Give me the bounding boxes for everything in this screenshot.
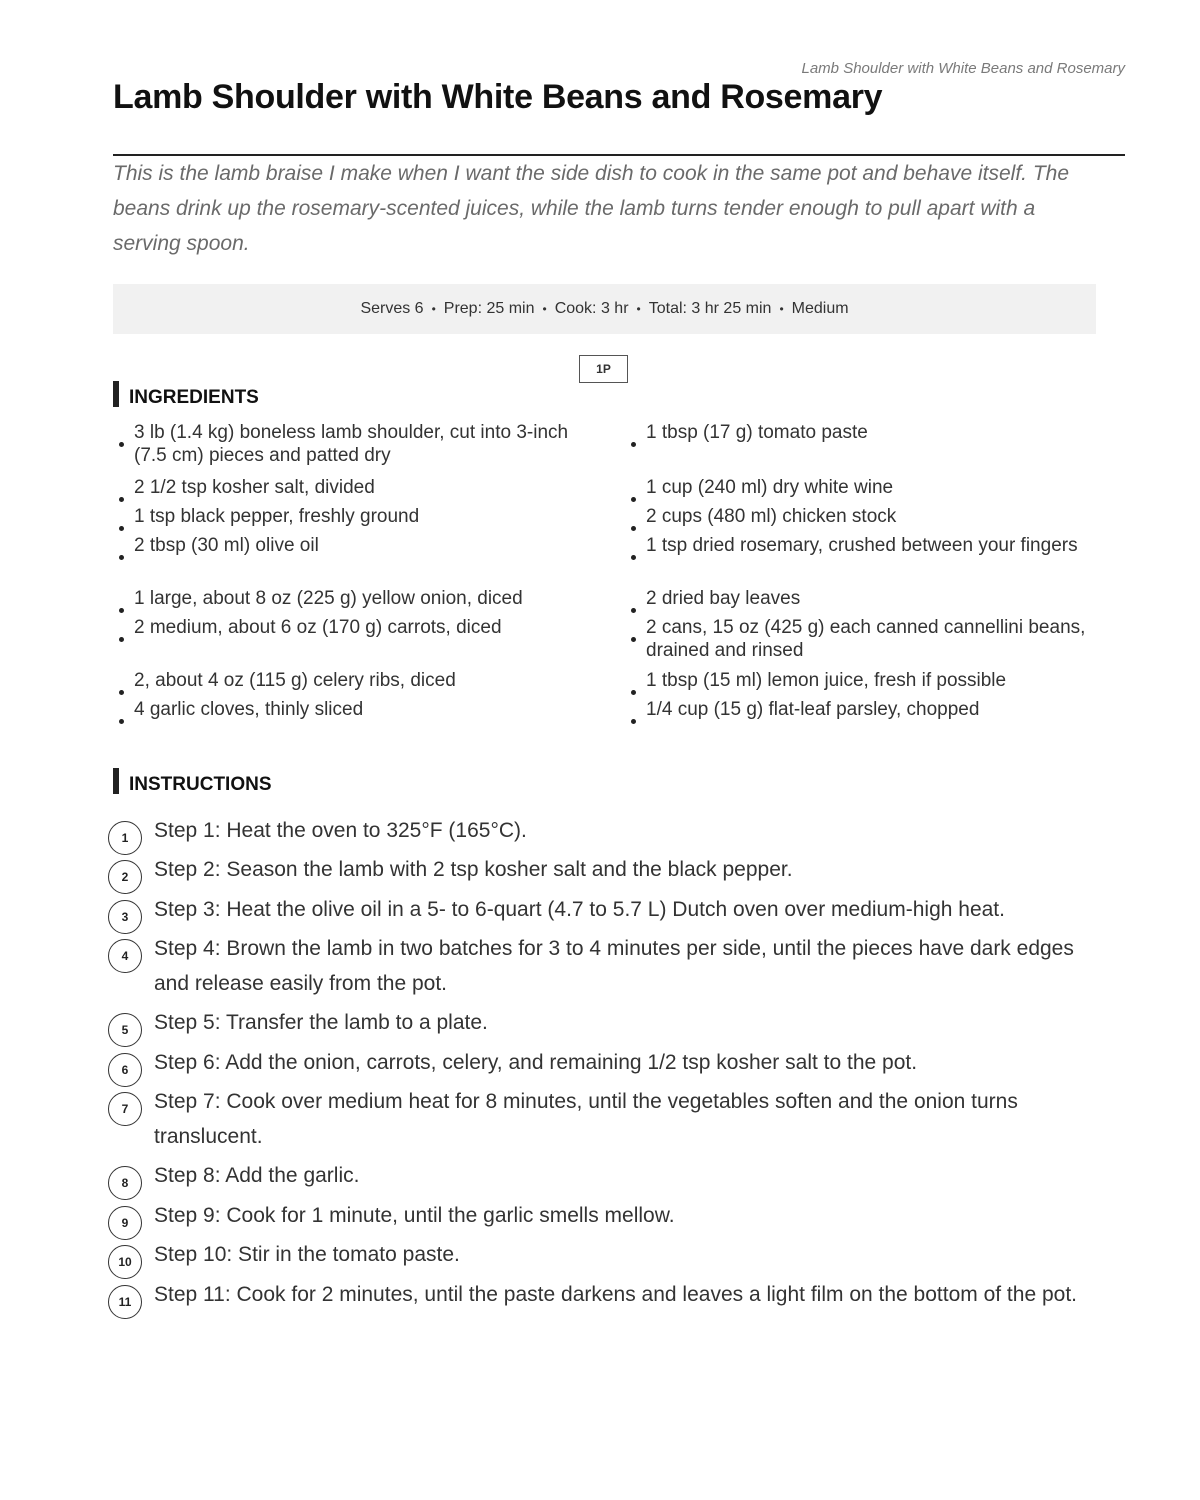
- list-item: [646, 669, 1106, 692]
- bullet-icon: [631, 637, 636, 642]
- list-item: [134, 476, 594, 499]
- bullet-icon: [631, 608, 636, 613]
- ingredients-heading: INGREDIENTS: [113, 381, 259, 407]
- ingredient-text: 2, about 4 oz (115 g) celery ribs, diced: [134, 670, 456, 691]
- list-item: [646, 698, 1106, 721]
- ingredient-text: 1 cup (240 ml) dry white wine: [646, 477, 894, 498]
- list-item: [646, 616, 1106, 662]
- list-item: [646, 421, 1106, 444]
- bullet-icon: [119, 719, 124, 724]
- bullet-icon: [119, 690, 124, 695]
- step-text: Step 6: Add the onion, carrots, celery, and remaining 1/2 tsp kosher salt to the pot.: [154, 1051, 918, 1074]
- list-item: [134, 505, 594, 528]
- step-text: Step 1: Heat the oven to 325°F (165°C).: [154, 819, 527, 842]
- ingredient-text: 1 tbsp (15 ml) lemon juice, fresh if possible: [646, 670, 1007, 691]
- bullet-icon: [119, 608, 124, 613]
- ingredient-text: 1 tsp dried rosemary, crushed between your fingers: [646, 535, 1078, 556]
- bullet-icon: [119, 555, 124, 560]
- meta-separator: •: [779, 302, 784, 316]
- meta-difficulty: Medium: [791, 300, 849, 317]
- bullet-icon: [631, 719, 636, 724]
- list-item: [646, 534, 1106, 557]
- ingredient-text: 3 lb (1.4 kg) boneless lamb shoulder, cut into 3-inch (7.5 cm) pieces and patted dry: [134, 422, 569, 466]
- step-number-badge: 1: [108, 821, 142, 855]
- list-item: [134, 669, 594, 692]
- step-text: Step 7: Cook over medium heat for 8 minutes, until the vegetables soften and the onion turns translucent.: [154, 1090, 1018, 1148]
- list-item: [646, 505, 1106, 528]
- ingredient-text: 2 1/2 tsp kosher salt, divided: [134, 477, 375, 498]
- list-item: [134, 616, 594, 639]
- ingredient-text: 1 tsp black pepper, freshly ground: [134, 506, 420, 527]
- step-number-badge: 6: [108, 1053, 142, 1087]
- meta-total-time: Total: 3 hr 25 min: [648, 300, 772, 317]
- ingredient-text: 1/4 cup (15 g) flat-leaf parsley, chopped: [646, 699, 980, 720]
- meta-cook-time: Cook: 3 hr: [554, 300, 629, 317]
- step-number-badge: 8: [108, 1166, 142, 1200]
- bullet-icon: [631, 442, 636, 447]
- step-number-badge: 11: [108, 1285, 142, 1319]
- running-header: Lamb Shoulder with White Beans and Rosemary: [801, 60, 1125, 77]
- step-text: Step 8: Add the garlic.: [154, 1164, 360, 1187]
- ingredient-text: 2 dried bay leaves: [646, 588, 801, 609]
- step-number-badge: 9: [108, 1206, 142, 1240]
- meta-prep-time: Prep: 25 min: [443, 300, 535, 317]
- ingredient-text: 2 tbsp (30 ml) olive oil: [134, 535, 319, 556]
- bullet-icon: [119, 526, 124, 531]
- recipe-intro: This is the lamb braise I make when I want the side dish to cook in the same pot and behave itself. The beans drink up the rosemary-scented juices, while the lamb turns tender enough to pull apart with a serving spoon.: [113, 162, 1070, 255]
- list-item: [646, 587, 1106, 610]
- meta-separator: •: [542, 302, 547, 316]
- instructions-heading: INSTRUCTIONS: [113, 768, 272, 794]
- list-item: [134, 587, 594, 610]
- bullet-icon: [631, 555, 636, 560]
- bullet-icon: [631, 690, 636, 695]
- step-text: Step 10: Stir in the tomato paste.: [154, 1243, 460, 1266]
- step-number-badge: 2: [108, 860, 142, 894]
- step-number-badge: 7: [108, 1092, 142, 1126]
- meta-serves: Serves 6: [360, 300, 424, 317]
- list-item: [134, 421, 594, 467]
- recipe-meta-bar: [113, 284, 1096, 334]
- bullet-icon: [119, 442, 124, 447]
- ingredient-text: 4 garlic cloves, thinly sliced: [134, 699, 364, 720]
- ingredient-text: 2 cans, 15 oz (425 g) each canned cannellini beans, drained and rinsed: [646, 617, 1086, 661]
- bullet-icon: [119, 497, 124, 502]
- list-item: [646, 476, 1106, 499]
- step-text: Step 9: Cook for 1 minute, until the garlic smells mellow.: [154, 1204, 675, 1227]
- bullet-icon: [631, 526, 636, 531]
- list-item: [134, 534, 594, 557]
- step-number-badge: 5: [108, 1013, 142, 1047]
- step-number-badge: 3: [108, 900, 142, 934]
- step-text: Step 4: Brown the lamb in two batches for 3 to 4 minutes per side, until the pieces have dark edges and release easily from the pot.: [154, 937, 1074, 995]
- recipe-title: Lamb Shoulder with White Beans and Rosemary: [113, 78, 883, 116]
- list-item: [134, 698, 594, 721]
- step-text: Step 3: Heat the olive oil in a 5- to 6-quart (4.7 to 5.7 L) Dutch oven over medium-high heat.: [154, 898, 1005, 921]
- bullet-icon: [119, 637, 124, 642]
- ingredient-text: 2 cups (480 ml) chicken stock: [646, 506, 897, 527]
- step-text: Step 2: Season the lamb with 2 tsp kosher salt and the black pepper.: [154, 858, 793, 881]
- ingredient-text: 2 medium, about 6 oz (170 g) carrots, diced: [134, 617, 502, 638]
- step-text: Step 11: Cook for 2 minutes, until the paste darkens and leaves a light film on the bottom of the pot.: [154, 1283, 1077, 1306]
- step-text: Step 5: Transfer the lamb to a plate.: [154, 1011, 488, 1034]
- step-number-badge: 4: [108, 939, 142, 973]
- page-badge: 1P: [579, 355, 628, 383]
- meta-separator: •: [431, 302, 436, 316]
- ingredient-text: 1 large, about 8 oz (225 g) yellow onion, diced: [134, 588, 523, 609]
- bullet-icon: [631, 497, 636, 502]
- meta-separator: •: [636, 302, 641, 316]
- ingredient-text: 1 tbsp (17 g) tomato paste: [646, 422, 868, 443]
- step-number-badge: 10: [108, 1245, 142, 1279]
